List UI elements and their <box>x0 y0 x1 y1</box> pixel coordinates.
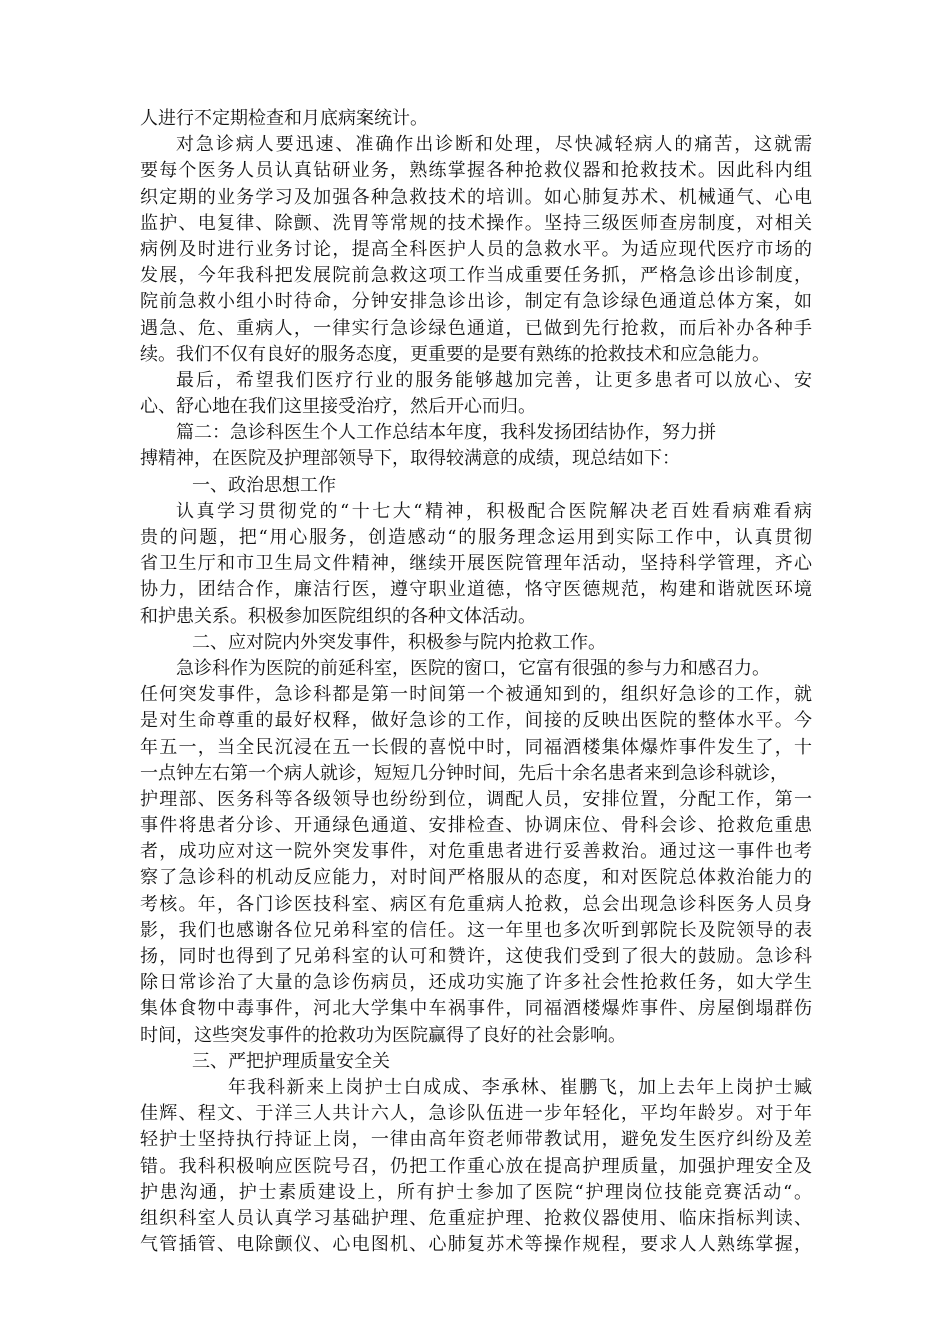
paragraph-line: 院前急救小组小时待命，分钟安排急诊出诊，制定有急诊绿色通道总体方案，如 <box>140 291 812 313</box>
paragraph-line: 集体食物中毒事件，河北大学集中车祸事件，同福酒楼爆炸事件、房屋倒塌群伤 <box>140 998 812 1020</box>
paragraph-line: 发展，今年我科把发展院前急救这项工作当成重要任务抓，严格急诊出诊制度， <box>140 265 812 287</box>
section-heading: 三、严把护理质量安全关 <box>192 1050 390 1072</box>
paragraph-line: 织定期的业务学习及加强各种急救技术的培训。如心肺复苏术、机械通气、心电 <box>140 186 812 208</box>
paragraph-line: 和护患关系。积极参加医院组织的各种文体活动。 <box>140 605 536 627</box>
paragraph-line: 对急诊病人要迅速、准确作出诊断和处理，尽快减轻病人的痛苦，这就需 <box>176 134 812 156</box>
paragraph-line: 佳辉、程文、于洋三人共计六人，急诊队伍进一步年轻化，平均年龄岁。对于年 <box>140 1103 812 1125</box>
paragraph-line: 协力，团结合作，廉洁行医，遵守职业道德，恪守医德规范，构建和谐就医环境 <box>140 579 812 601</box>
paragraph-line: 续。我们不仅有良好的服务态度，更重要的是要有熟练的抢救技术和应急能力。 <box>140 343 770 365</box>
paragraph-line: 病例及时进行业务讨论，提高全科医护人员的急救水平。为适应现代医疗市场的 <box>140 238 812 260</box>
paragraph-line: 人进行不定期检查和月底病案统计。 <box>140 108 428 129</box>
paragraph-line: 影，我们也感谢各位兄弟科室的信任。这一年里也多次听到郭院长及院领导的表 <box>140 919 812 941</box>
paragraph-line: 篇二：急诊科医生个人工作总结本年度，我科发扬团结协作，努力拼 <box>176 422 716 444</box>
paragraph-line: 一点钟左右第一个病人就诊，短短几分钟时间，先后十余名患者来到急诊科就诊， <box>140 762 788 784</box>
paragraph-line: 贵的问题，把“用心服务，创造感动“的服务理念运用到实际工作中，认真贯彻 <box>140 527 812 548</box>
paragraph-line: 搏精神，在医院及护理部领导下，取得较满意的成绩，现总结如下： <box>140 448 680 470</box>
section-heading: 二、应对院内外突发事件，积极参与院内抢救工作。 <box>192 631 606 653</box>
paragraph-line: 轻护士坚持执行持证上岗，一律由高年资老师带教试用，避免发生医疗纠纷及差 <box>140 1129 812 1151</box>
paragraph-line: 心、舒心地在我们这里接受治疗，然后开心而归。 <box>140 396 536 418</box>
paragraph-line: 者，成功应对这一院外突发事件，对危重患者进行妥善救治。通过这一事件也考 <box>140 841 812 863</box>
paragraph-line: 时间，这些突发事件的抢救功为医院赢得了良好的社会影响。 <box>140 1024 626 1046</box>
paragraph-line: 是对生命尊重的最好权释，做好急诊的工作，间接的反映出医院的整体水平。今 <box>140 710 812 732</box>
paragraph-line: 任何突发事件，急诊科都是第一时间第一个被通知到的，组织好急诊的工作，就 <box>140 684 812 706</box>
section-heading: 一、政治思想工作 <box>192 474 336 496</box>
paragraph-line: 错。我科积极响应医院号召，仍把工作重心放在提高护理质量，加强护理安全及 <box>140 1155 812 1177</box>
paragraph-line: 监护、电复律、除颤、洗胃等常规的技术操作。坚持三级医师查房制度，对相关 <box>140 212 812 234</box>
paragraph-line: 考核。年，各门诊医技科室、病区有危重病人抢救，总会出现急诊科医务人员身 <box>140 893 812 915</box>
paragraph-line: 年我科新来上岗护士白成成、李承林、崔鹏飞，加上去年上岗护士臧 <box>228 1076 812 1098</box>
paragraph-line: 年五一，当全民沉浸在五一长假的喜悦中时，同福酒楼集体爆炸事件发生了，十 <box>140 736 812 758</box>
paragraph-line: 遇急、危、重病人，一律实行急诊绿色通道，已做到先行抢救，而后补办各种手 <box>140 317 812 339</box>
paragraph-line: 急诊科作为医院的前延科室，医院的窗口，它富有很强的参与力和感召力。 <box>176 657 770 679</box>
paragraph-line: 气管插管、电除颤仪、心电图机、心肺复苏术等操作规程，要求人人熟练掌握， <box>140 1234 812 1256</box>
paragraph-line: 最后，希望我们医疗行业的服务能够越加完善，让更多患者可以放心、安 <box>176 369 812 391</box>
paragraph-line: 省卫生厅和市卫生局文件精神，继续开展医院管理年活动，坚持科学管理，齐心 <box>140 553 812 575</box>
paragraph-line: 扬，同时也得到了兄弟科室的认可和赞许，这使我们受到了很大的鼓励。急诊科 <box>140 946 812 967</box>
paragraph-line: 察了急诊科的机动反应能力，对时间严格服从的态度，和对医院总体救治能力的 <box>140 867 812 889</box>
paragraph-line: 事件将患者分诊、开通绿色通道、安排检查、协调床位、骨科会诊、抢救危重患 <box>140 815 812 837</box>
paragraph-line: 认真学习贯彻党的“十七大“精神，积极配合医院解决老百姓看病难看病 <box>176 500 812 522</box>
paragraph-line: 护理部、医务科等各级领导也纷纷到位，调配人员，安排位置，分配工作，第一 <box>140 788 812 810</box>
paragraph-line: 除日常诊治了大量的急诊伤病员，还成功实施了许多社会性抢救任务，如大学生 <box>140 972 812 994</box>
paragraph-line: 护患沟通，护士素质建设上，所有护士参加了医院“护理岗位技能竞赛活动“。 <box>140 1181 812 1203</box>
paragraph-line: 要每个医务人员认真钻研业务，熟练掌握各种抢救仪器和抢救技术。因此科内组 <box>140 160 812 182</box>
document-page <box>140 106 812 1258</box>
paragraph-line: 组织科室人员认真学习基础护理、危重症护理、抢救仪器使用、临床指标判读、 <box>140 1207 812 1229</box>
